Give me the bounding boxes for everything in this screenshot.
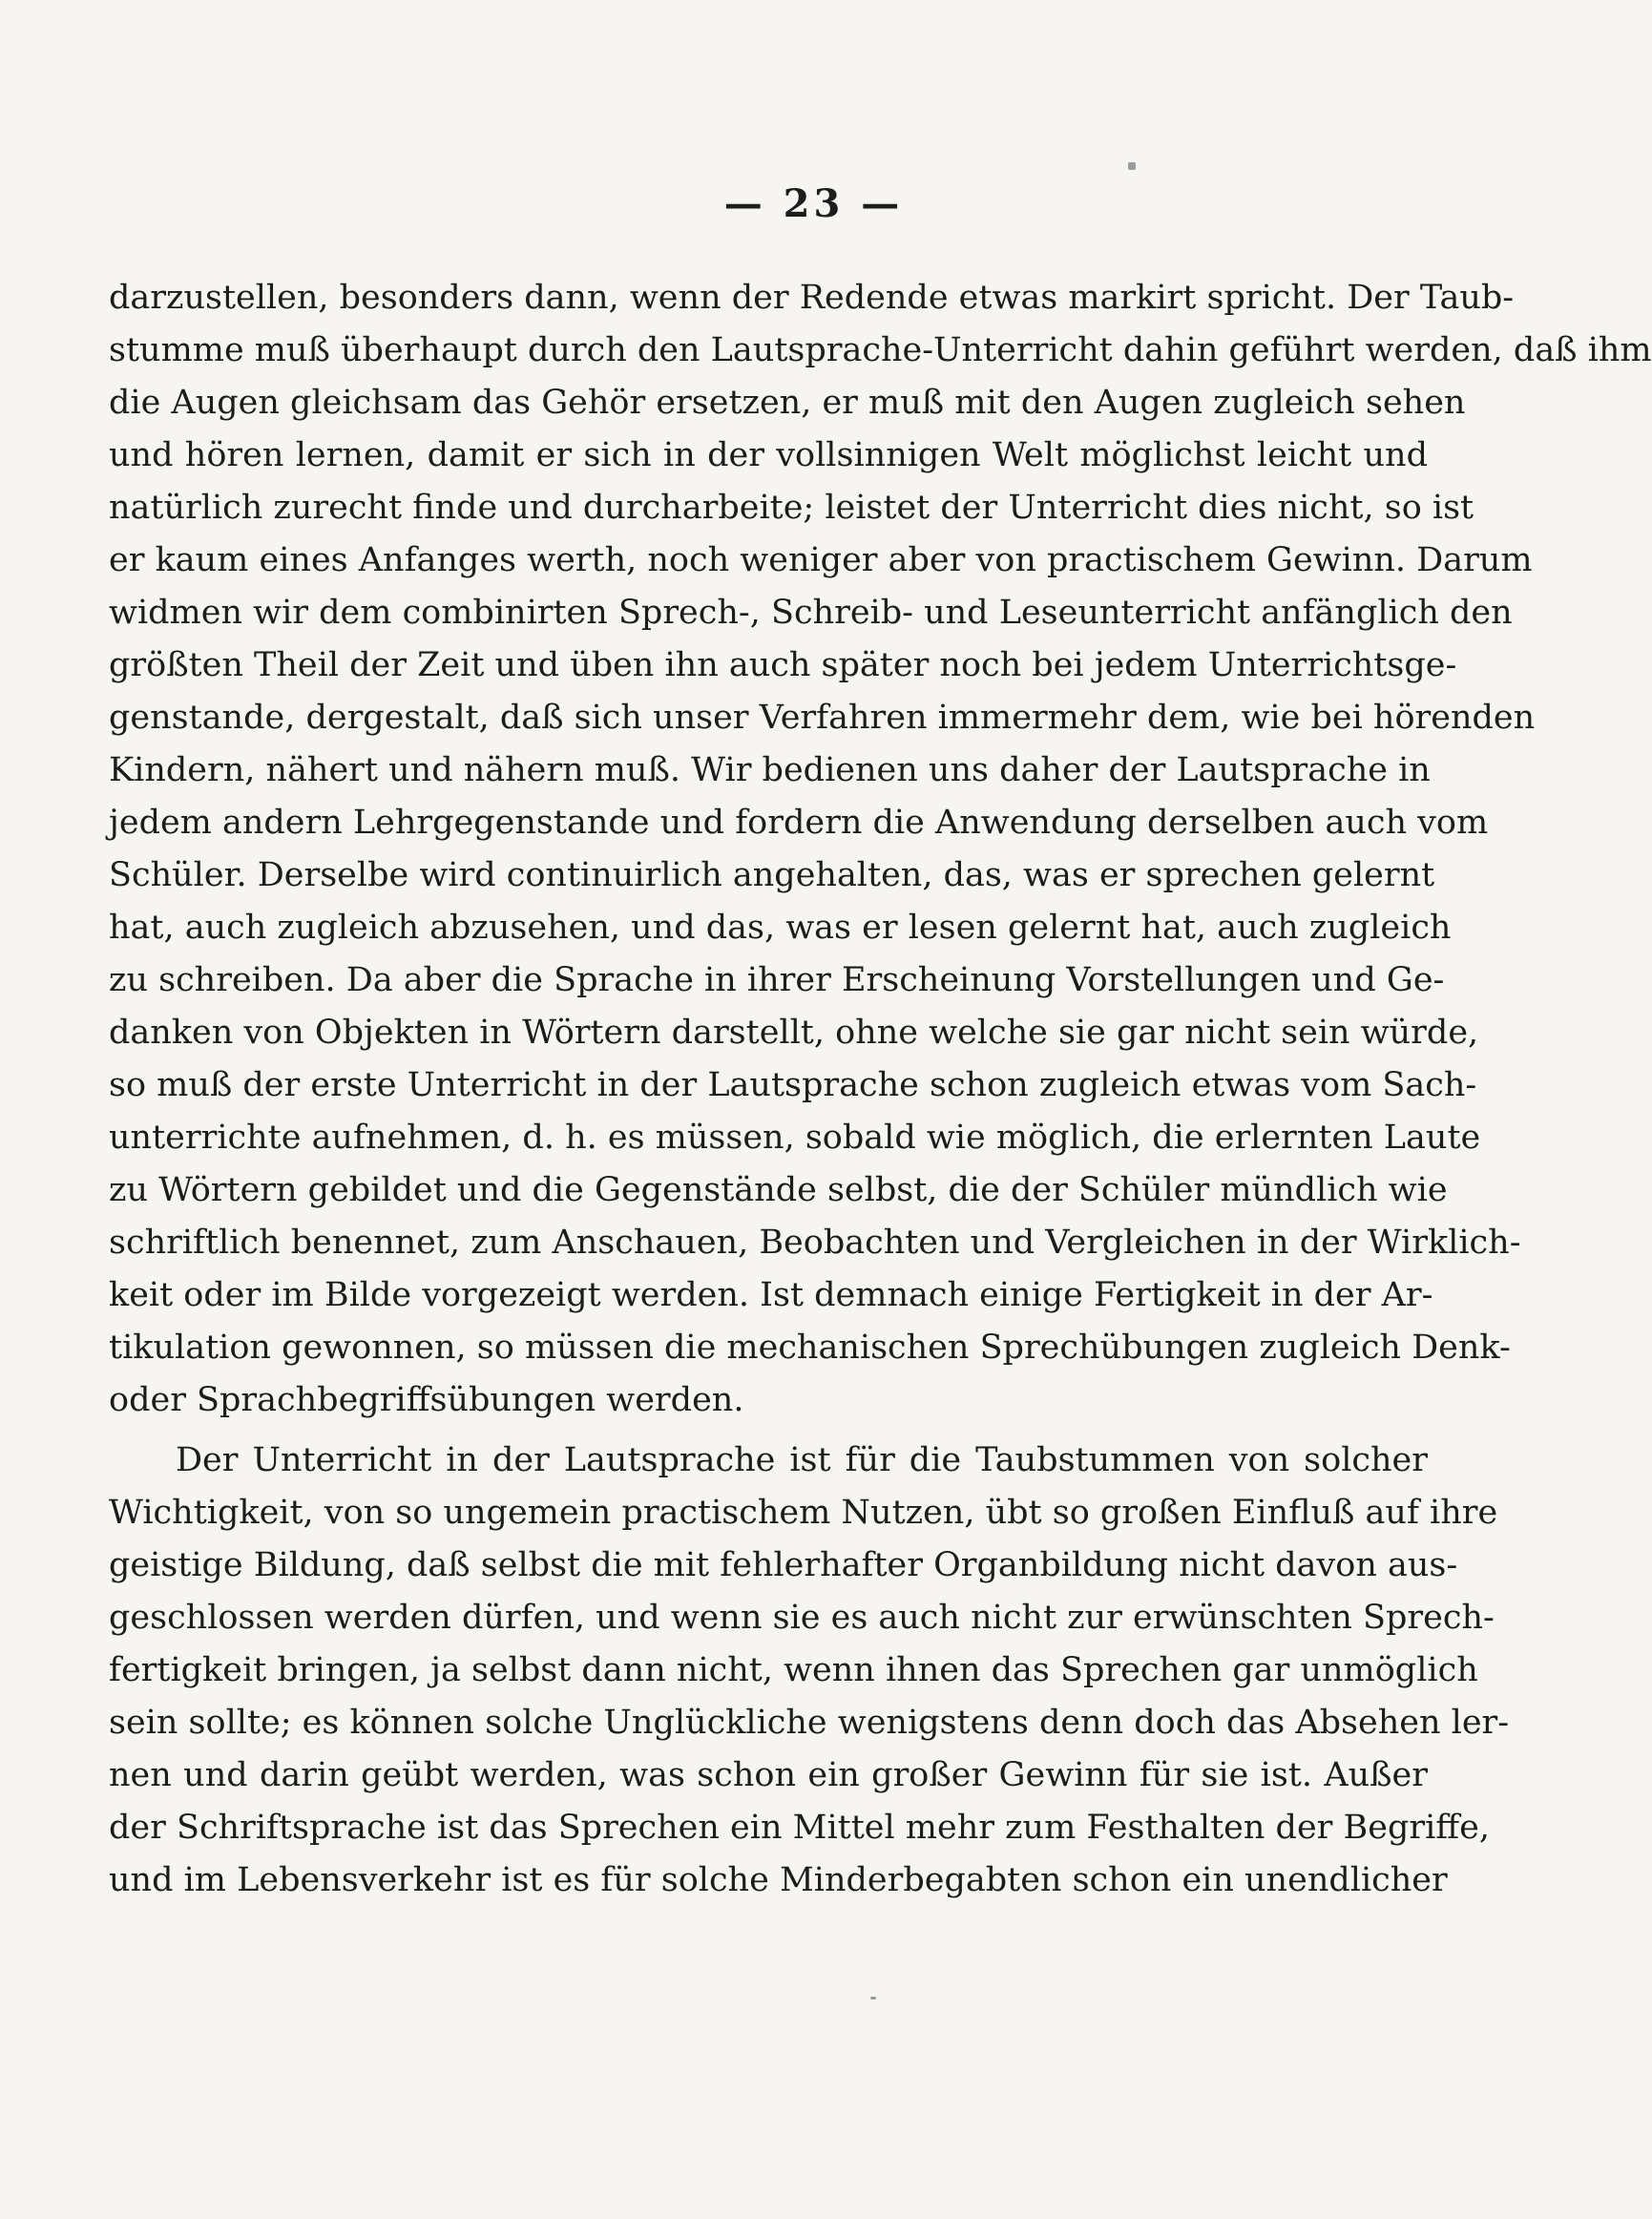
text-line: und im Lebensverkehr ist es für solche Minderbegabten schon ein unendlicher	[109, 1861, 1448, 1899]
text-line: natürlich zurecht finde und durcharbeite; leistet der Unterricht dies nicht, so ist	[109, 489, 1474, 527]
paragraph	[109, 272, 1652, 1427]
text-line: Der Unterricht in der Lautsprache ist für die Taubstummen von solcher	[176, 1441, 1428, 1479]
text-line: hat, auch zugleich abzusehen, und das, was er lesen gelernt hat, auch zugleich	[109, 909, 1452, 947]
text-line: Schüler. Derselbe wird continuirlich angehalten, das, was er sprechen gelernt	[109, 856, 1435, 894]
text-line: er kaum eines Anfanges werth, noch weniger aber von practischem Gewinn. Darum	[109, 541, 1533, 579]
text-line: sein sollte; es können solche Unglückliche wenigstens denn doch das Absehen ler-	[109, 1704, 1510, 1742]
text-line: der Schriftsprache ist das Sprechen ein Mittel mehr zum Festhalten der Begriffe,	[109, 1809, 1490, 1847]
text-line: unterrichte aufnehmen, d. h. es müssen, sobald wie möglich, die erlernten Laute	[109, 1119, 1481, 1157]
text-line: geistige Bildung, daß selbst die mit fehlerhafter Organbildung nicht davon aus-	[109, 1546, 1458, 1584]
text-line: genstande, dergestalt, daß sich unser Verfahren immermehr dem, wie bei hörenden	[109, 699, 1536, 737]
text-line: widmen wir dem combinirten Sprech-, Schreib- und Leseunterricht anfänglich den	[109, 594, 1513, 632]
paragraph	[109, 1434, 1510, 1907]
body-text	[109, 272, 1652, 1907]
text-line: größten Theil der Zeit und üben ihn auch später noch bei jedem Unterrichtsge-	[109, 646, 1457, 684]
text-line: nen und darin geübt werden, was schon ein großer Gewinn für sie ist. Außer	[109, 1756, 1428, 1794]
text-line: Kindern, nähert und nähern muß. Wir bedienen uns daher der Lautsprache in	[109, 751, 1431, 789]
text-line: jedem andern Lehrgegenstande und fordern die Anwendung derselben auch vom	[109, 804, 1489, 842]
text-line: keit oder im Bilde vorgezeigt werden. Ist demnach einige Fertigkeit in der Ar-	[109, 1276, 1433, 1314]
text-line: stumme muß überhaupt durch den Lautsprache-Unterricht dahin geführt werden, daß ihm	[109, 331, 1652, 369]
text-line: tikulation gewonnen, so müssen die mechanischen Sprechübungen zugleich Denk-	[109, 1329, 1511, 1367]
text-line: Wichtigkeit, von so ungemein practischem Nutzen, übt so großen Einfluß auf ihre	[109, 1494, 1498, 1532]
text-line: fertigkeit bringen, ja selbst dann nicht, wenn ihnen das Sprechen gar unmöglich	[109, 1651, 1478, 1689]
page-number: — 23 —	[723, 181, 904, 226]
text-line: oder Sprachbegriffsübungen werden.	[109, 1381, 744, 1419]
speck-mark	[870, 1997, 876, 1999]
text-line: die Augen gleichsam das Gehör ersetzen, er muß mit den Augen zugleich sehen	[109, 384, 1466, 422]
text-line: darzustellen, besonders dann, wenn der Redende etwas markirt spricht. Der Taub-	[109, 279, 1515, 317]
speck-mark	[1128, 162, 1136, 170]
text-line: schriftlich benennet, zum Anschauen, Beobachten und Vergleichen in der Wirklich-	[109, 1224, 1521, 1262]
text-line: so muß der erste Unterricht in der Lautsprache schon zugleich etwas vom Sach-	[109, 1066, 1477, 1104]
paragraph-gap	[109, 1427, 1428, 1434]
text-line: zu schreiben. Da aber die Sprache in ihrer Erscheinung Vorstellungen und Ge-	[109, 961, 1445, 999]
text-line: zu Wörtern gebildet und die Gegenstände selbst, die der Schüler mündlich wie	[109, 1171, 1448, 1209]
text-line: danken von Objekten in Wörtern darstellt, ohne welche sie gar nicht sein würde,	[109, 1014, 1479, 1052]
text-line: geschlossen werden dürfen, und wenn sie es auch nicht zur erwünschten Sprech-	[109, 1599, 1495, 1637]
text-line: und hören lernen, damit er sich in der vollsinnigen Welt möglichst leicht und	[109, 436, 1428, 474]
